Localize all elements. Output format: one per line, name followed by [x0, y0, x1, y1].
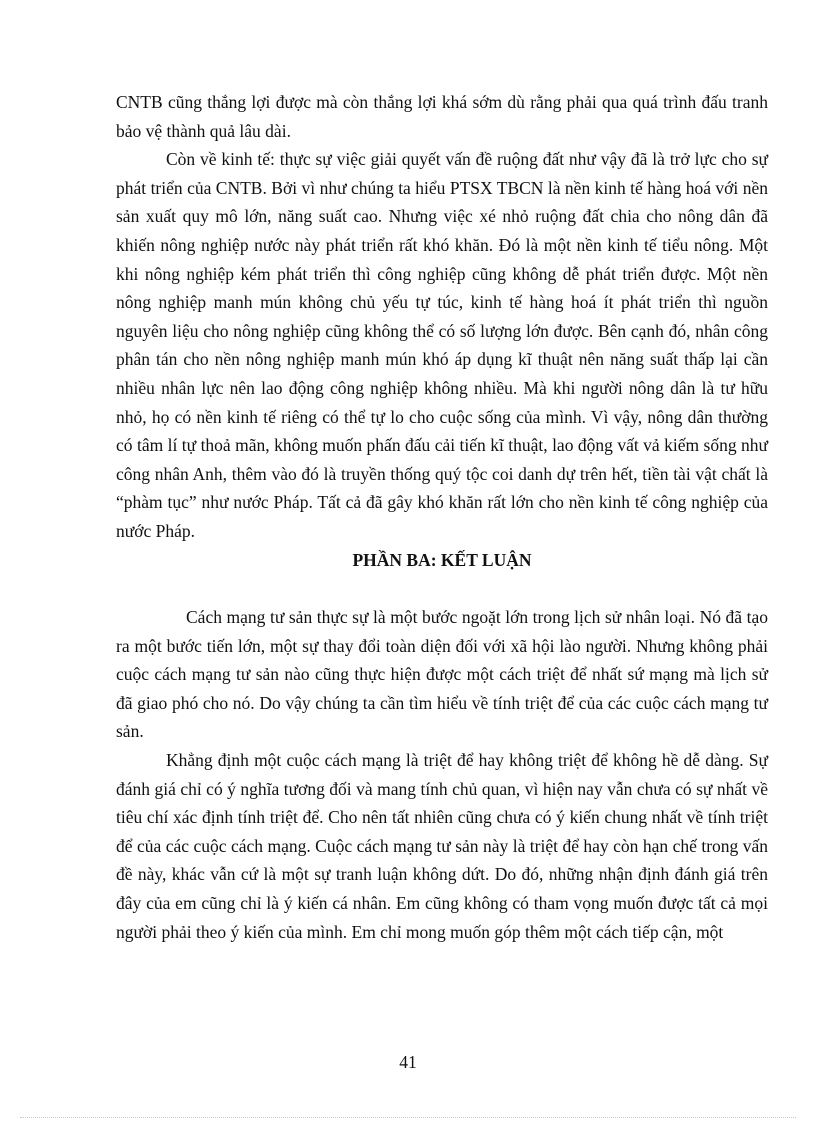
document-page	[116, 88, 768, 946]
paragraph-continuation: CNTB cũng thắng lợi được mà còn thắng lợi khá sớm dù rằng phải qua quá trình đấu tranh bảo vệ thành quả lâu dài.	[116, 92, 768, 141]
section-heading: PHẦN BA: KẾT LUẬN	[352, 549, 532, 570]
paragraph-conclusion-intro: Cách mạng tư sản thực sự là một bước ngoặt lớn trong lịch sử nhân loại. Nó đã tạo ra một bước tiến lớn, một sự thay đổi toàn diện đối với xã hội lào người. Nhưng không phải cuộc cách mạng tư sản nào cũng thực hiện được một cách triệt để nhất sứ mạng mà lịch sử đã giao phó cho nó. Do vậy chúng ta cần tìm hiểu về tính triệt để của các cuộc cách mạng tư sản.	[116, 607, 768, 742]
page-bottom-divider	[20, 1117, 796, 1118]
paragraph-economy: Còn về kinh tế: thực sự việc giải quyết vấn đề ruộng đất như vậy đã là trở lực cho sự phát triển của CNTB. Bởi vì như chúng ta hiểu PTSX TBCN là nền kinh tế hàng hoá với nền sản xuất quy mô lớn, năng suất cao. Nhưng việc xé nhỏ ruộng đất chia cho nông dân đã khiến nông nghiệp nước này phát triển rất khó khăn. Đó là một nền kinh tế tiểu nông. Một khi nông nghiệp kém phát triển thì công nghiệp cũng không dễ phát triển được. Một nền nông nghiệp manh mún không chủ yếu tự túc, kinh tế hàng hoá ít phát triển thì nguồn nguyên liệu cho nông nghiệp cũng không thể có số lượng lớn được. Bên cạnh đó, nhân công phân tán cho nền nông nghiệp manh mún khó áp dụng kĩ thuật nên năng suất thấp lại cần nhiều nhân lực nên lao động công nghiệp không nhiều. Mà khi người nông dân là tư hữu nhỏ, họ có nền kinh tế riêng có thể tự lo cho cuộc sống của mình. Vì vậy, nông dân thường có tâm lí tự thoả mãn, không muốn phấn đấu cải tiến kĩ thuật, lao động vất vả kiếm sống như công nhân Anh, thêm vào đó là truyền thống quý tộc coi danh dự trên hết, tiền tài vật chất là “phàm tục” như nước Pháp. Tất cả đã gây khó khăn rất lớn cho nền kinh tế công nghiệp của nước Pháp.	[116, 149, 768, 541]
paragraph-conclusion-assessment: Khẳng định một cuộc cách mạng là triệt để hay không triệt để không hề dễ dàng. Sự đánh giá chỉ có ý nghĩa tương đối và mang tính chủ quan, vì hiện nay vẫn chưa có sự nhất về tiêu chí xác định tính triệt để. Cho nên tất nhiên cũng chưa có ý kiến chung nhất về tính triệt để của các cuộc cách mạng. Cuộc cách mạng tư sản này là triệt để hay còn hạn chế trong vấn đề này, khác vẫn cứ là một sự tranh luận không dứt. Do đó, những nhận định đánh giá trên đây của em cũng chỉ là ý kiến cá nhân. Em cũng không có tham vọng muốn được tất cả mọi người phải theo ý kiến của mình. Em chỉ mong muốn góp thêm một cách tiếp cận, một	[116, 750, 768, 942]
page-number: 41	[399, 1052, 417, 1072]
section-spacer	[116, 574, 768, 603]
